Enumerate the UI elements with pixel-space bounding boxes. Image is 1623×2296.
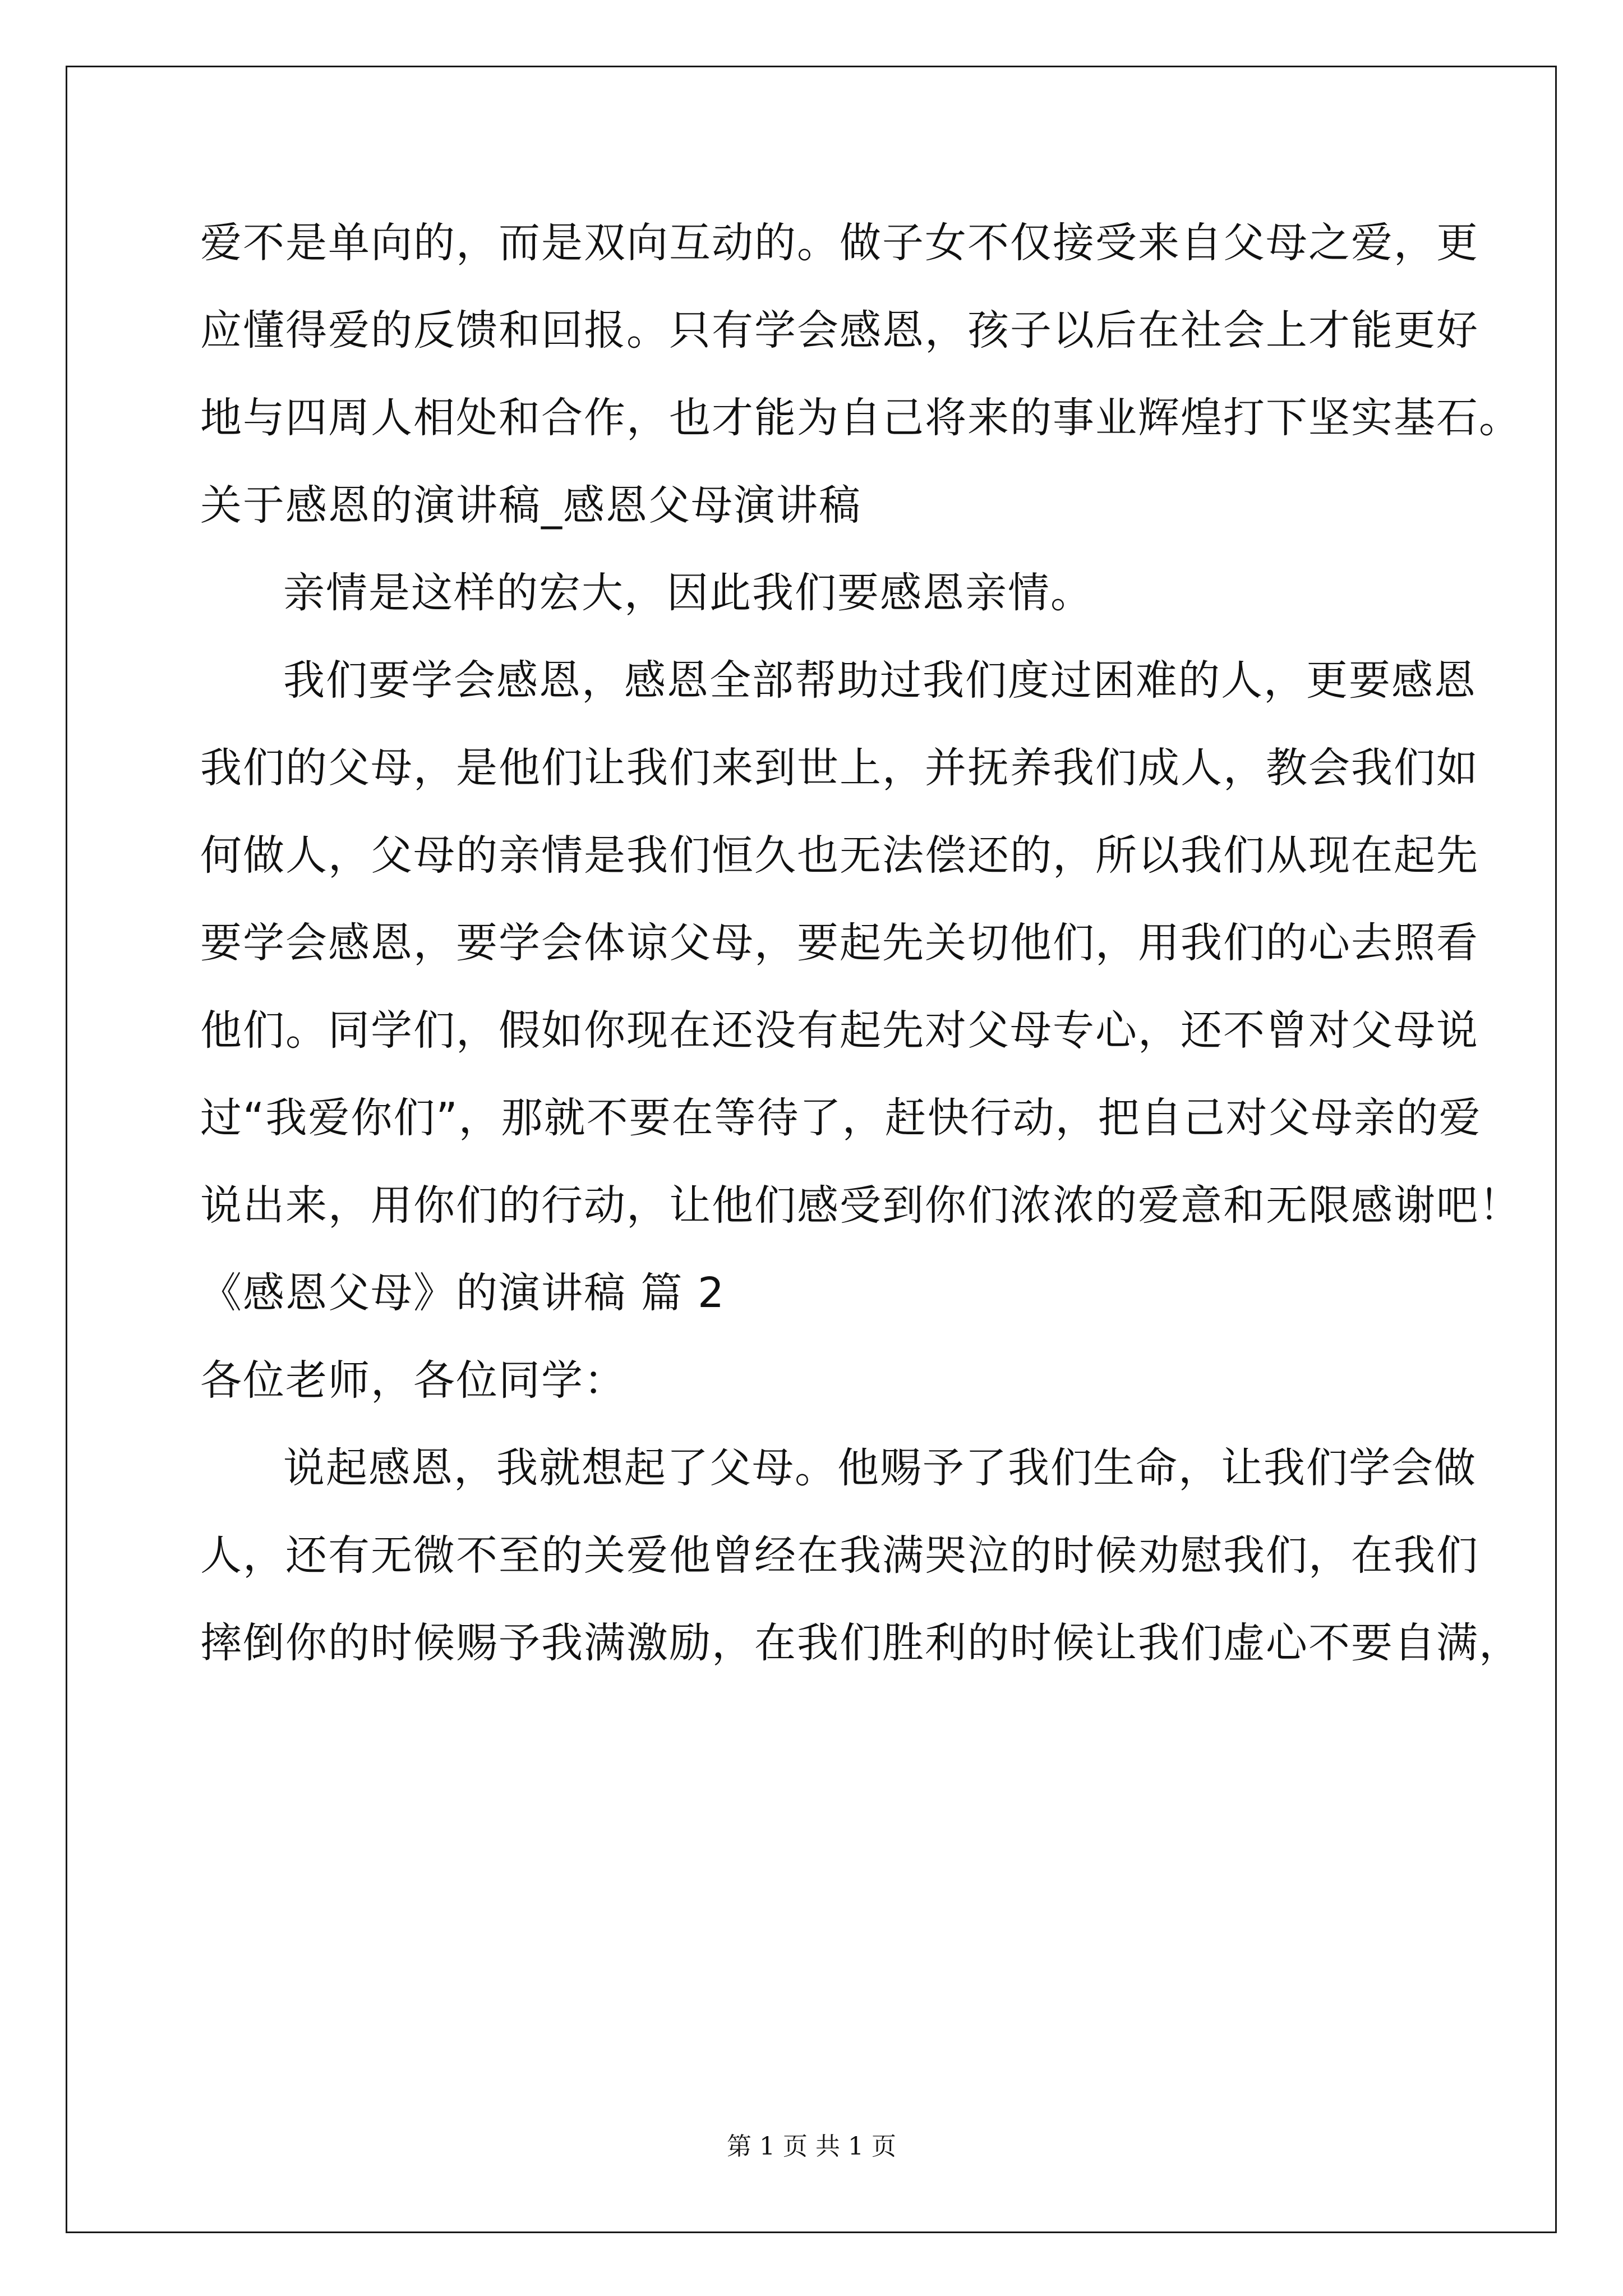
text-line: 何做人，父母的亲情是我们恒久也无法偿还的，所以我们从现在起先 [200,831,1479,880]
section-heading: 关于感恩的演讲稿_感恩父母演讲稿 [200,481,861,530]
text-line: 我们要学会感恩，感恩全部帮助过我们度过困难的人，更要感恩 [283,656,1477,705]
text-line: 他们。同学们，假如你现在还没有起先对父母专心，还不曾对父母说 [200,1006,1479,1055]
text-line: 说出来，用你们的行动，让他们感受到你们浓浓的爱意和无限感谢吧！ [200,1181,1521,1230]
section-heading: 《感恩父母》的演讲稿 篇 2 [200,1269,726,1317]
text-line: 地与四周人相处和合作，也才能为自己将来的事业辉煌打下坚实基石。 [200,394,1521,442]
document-body [200,217,1521,1705]
text-line: 人，还有无微不至的关爱他曾经在我满哭泣的时候劝慰我们，在我们 [200,1531,1479,1580]
text-line: 我们的父母，是他们让我们来到世上，并抚养我们成人，教会我们如 [200,744,1479,792]
text-line: 亲情是这样的宏大，因此我们要感恩亲情。 [283,569,1093,617]
text-line: 摔倒你的时候赐予我满激励，在我们胜利的时候让我们虚心不要自满， [200,1619,1521,1667]
text-line: 要学会感恩，要学会体谅父母，要起先关切他们，用我们的心去照看 [200,919,1479,967]
text-line: 爱不是单向的，而是双向互动的。做子女不仅接受来自父母之爱，更 [200,219,1479,267]
text-line: 说起感恩，我就想起了父母。他赐予了我们生命，让我们学会做 [283,1444,1477,1492]
page-number-footer: 第 1 页 共 1 页 [727,2132,896,2161]
text-line: 应懂得爱的反馈和回报。只有学会感恩，孩子以后在社会上才能更好 [200,306,1479,355]
salutation: 各位老师，各位同学： [200,1356,626,1405]
text-line: 过“我爱你们”，那就不要在等待了，赶快行动，把自己对父母亲的爱 [200,1094,1482,1142]
